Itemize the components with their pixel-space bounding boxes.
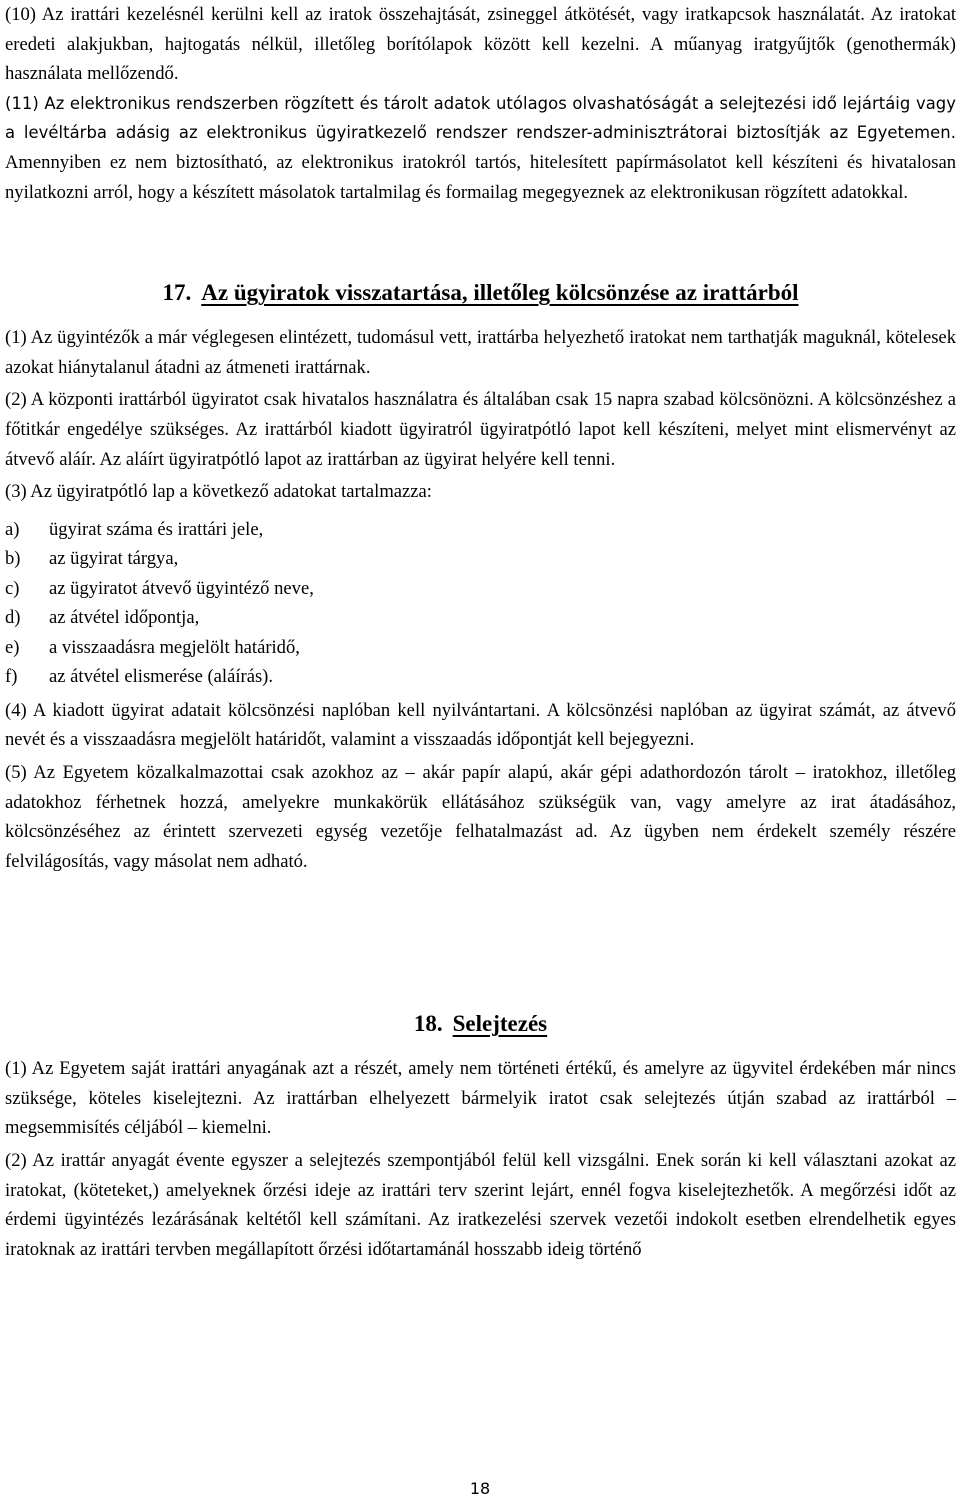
section-17-heading	[5, 265, 956, 321]
section-17-paragraph-4: (4) A kiadott ügyirat adatait kölcsönzési naplóban kell nyilvántartani. A kölcsönzési naplóban az ügyirat számát, az átvevő nevét és a visszaadásra megjelölt határidőt, valamint a visszaadás időpontját kell bejegyezni.	[5, 699, 956, 751]
list-item-text: az ügyirat tárgya,	[49, 548, 179, 570]
list-item	[5, 603, 956, 633]
list-item-text: az átvétel elismerése (aláírás).	[49, 666, 274, 688]
list-item-marker: f)	[5, 666, 18, 688]
list-item-marker: a)	[5, 518, 20, 540]
list-item-marker: c)	[5, 577, 20, 599]
list-item	[5, 633, 956, 663]
list-item-marker: b)	[5, 548, 21, 570]
list-item-text: ügyirat száma és irattári jele,	[49, 518, 264, 540]
paragraph-11-part-a: (11) Az elektronikus rendszerben rögzített és tárolt adatok utólagos olvashatóságát a selejtezési idő lejártáig vagy a levéltárba adásig az elektronikus ügyiratkezelő rendszer rendszer-adminisztrátorai biztosítják az Egyetemen.	[5, 93, 956, 143]
list-item	[5, 574, 956, 604]
section-18-heading	[5, 996, 956, 1052]
section-18-paragraph-1: (1) Az Egyetem saját irattári anyagának azt a részét, amely nem történeti értékű, és amelyre az ügyvitel érdekében már nincs szüksége, köteles kiselejtezni. Az irattárban elhelyezett bármelyik iratot csak selejtezés útján szabad az irattárból – megsemmisítés céljából – kiemelni.	[5, 1058, 956, 1139]
list-item-text: az átvétel időpontja,	[49, 607, 200, 629]
section-17-paragraph-2: (2) A központi irattárból ügyiratot csak hivatalos használatra és általában csak 15 napra szabad kölcsönözni. A kölcsönzéshez a főtitkár engedélye szükséges. Az irattárból kiadott ügyiratról ügyiratpótló lapot kell készíteni, melyet mint elismervényt az átvevő aláír. Az aláírt ügyiratpótló lapot az irattárban az ügyirat helyére kell tenni.	[5, 389, 956, 470]
section-18-number: 18.	[413, 1011, 443, 1037]
list-item-text: az ügyiratot átvevő ügyintéző neve,	[49, 577, 314, 599]
list-item-text: a visszaadásra megjelölt határidő,	[49, 636, 300, 658]
section-18-paragraph-2: (2) Az irattár anyagát évente egyszer a selejtezés szempontjából felül kell vizsgálni. Enek során ki kell választani azokat az iratokat, (köteteket,) amelyeknek őrzési ideje az irattári terv szerint lejárt, ennél fogva kiselejtezhetők. A megőrzési időt az érdemi ügyintézés lezárásának keltétől kell számítani. Az iratkezelési szervek vezetői indokolt esetben elrendelhetik egyes iratoknak az irattári tervben megállapított őrzési időtartamánál hosszabb ideig történő	[5, 1150, 956, 1260]
list-item-marker: d)	[5, 607, 21, 629]
paragraph-11	[5, 89, 956, 207]
list-item	[5, 544, 956, 574]
list-item	[5, 662, 956, 692]
section-17-paragraph-5: (5) Az Egyetem közalkalmazottai csak azokhoz az – akár papír alapú, akár gépi adathordozón tárolt – iratokhoz, illetőleg adatokhoz férhetnek hozzá, amelyekre munkakörük ellátásához szükségük van, vagy amelyre az irat átadásához, kölcsönzéséhez az érintett szervezeti egység vezetője felhatalmazást ad. Az ügyben nem érdekelt személy részére felvilágosítás, vagy másolat nem adható.	[5, 761, 956, 872]
paragraph-10: (10) Az irattári kezelésnél kerülni kell az iratok összehajtását, zsineggel átkötését, vagy iratkapcsok használatát. Az iratokat eredeti alakjukban, hajtogatás nélkül, illetőleg borítólapok között kell kezelni. A műanyag iratgyűjtők (genothermák) használata mellőzendő.	[5, 4, 956, 85]
list-item	[5, 515, 956, 545]
spacer	[5, 876, 956, 996]
section-17-paragraph-1: (1) Az ügyintézők a már véglegesen elintézett, tudomásul vett, irattárba helyezhető iratokat nem tarthatják maguknál, kötelesek azokat hiánytalanul átadni az átmeneti irattárnak.	[5, 327, 956, 378]
section-17-paragraph-3: (3) Az ügyiratpótló lap a következő adatokat tartalmazza:	[5, 481, 432, 503]
paragraph-11-part-b: Amennyiben ez nem biztosítható, az elektronikus iratokról tartós, hitelesített papírmásolatot kell készíteni és hivatalosan nyilatkozni arról, hogy a készített másolatok tartalmilag és formailag megegyeznek az elektronikusan rögzített adatokkal.	[5, 151, 956, 203]
spacer	[5, 207, 956, 265]
document-page	[5, 0, 956, 1264]
list-item-marker: e)	[5, 636, 20, 658]
section-17-number: 17.	[162, 280, 192, 306]
section-17-title: Az ügyiratok visszatartása, illetőleg kölcsönzése az irattárból	[201, 280, 799, 306]
data-items-list	[5, 515, 956, 692]
page-number: 18	[469, 1479, 491, 1498]
section-18-title: Selejtezés	[452, 1011, 548, 1037]
